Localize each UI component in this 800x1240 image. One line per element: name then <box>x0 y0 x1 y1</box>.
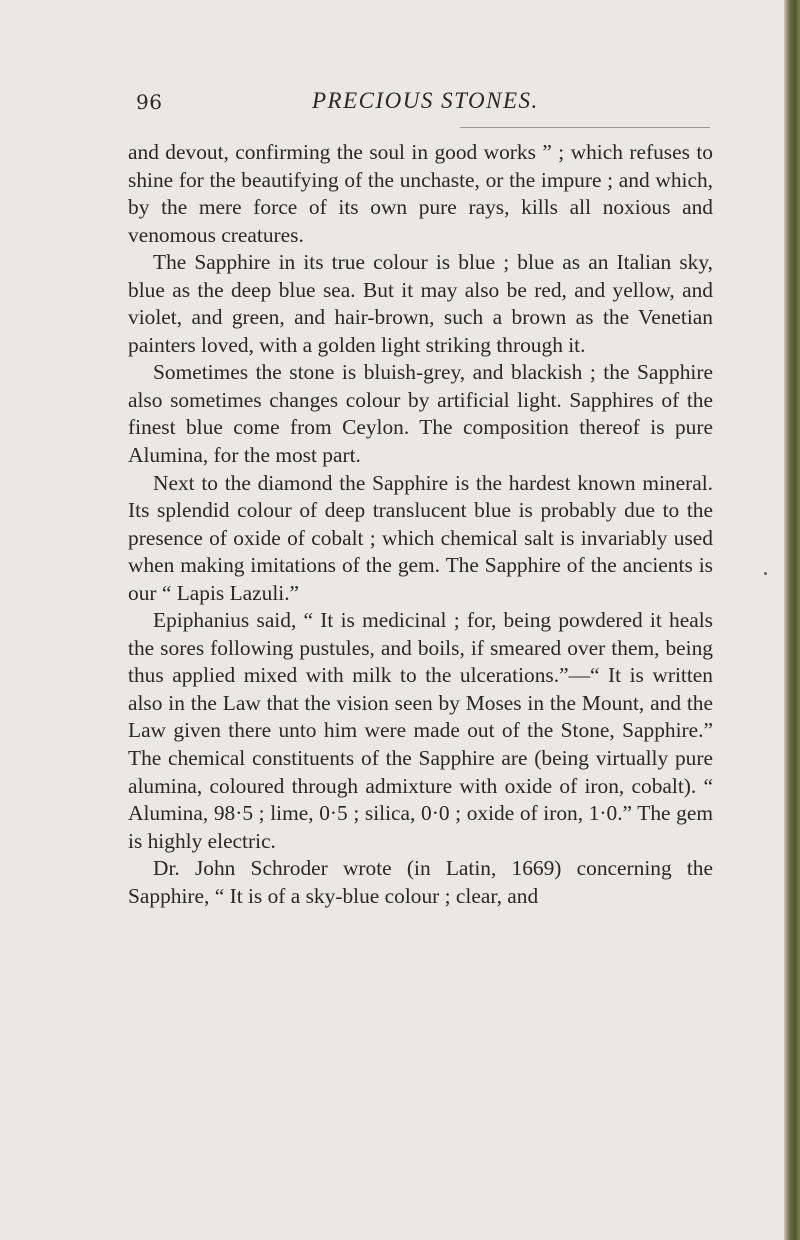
paragraph: Sometimes the stone is bluish-grey, and blackish ; the Sapphire also sometimes changes colour by artificial light. Sapphires of the finest blue come from Ceylon. The composition thereof is pure Alumina, for the most part. <box>128 360 713 468</box>
page-header <box>0 84 784 120</box>
paragraph: The Sapphire in its true colour is blue ; blue as an Italian sky, blue as the deep blue sea. But it may also be red, and yellow, and violet, and green, and hair-brown, such a brown as the Venetian painters loved, with a golden light striking through it. <box>128 250 713 357</box>
header-rule <box>460 127 710 128</box>
book-spine-edge <box>784 0 800 1240</box>
paragraph: and devout, confirming the soul in good works ” ; which refuses to shine for the beautifying of the unchaste, or the impure ; and which, by the mere force of its own pure rays, kills all noxious and venomous creatures. <box>128 140 713 247</box>
paragraph: Epiphanius said, “ It is medicinal ; for, being powdered it heals the sores following pustules, and boils, if smeared over them, being thus applied mixed with milk to the ulcerations.”—“ It is written also in the Law that the vision seen by Moses in the Mount, and the Law given there unto him were made out of the Stone, Sapphire.” The chemical constituents of the Sapphire are (being virtually pure alumina, coloured through admixture with oxide of iron, cobalt). “ Alumina, 98·5 ; lime, 0·5 ; silica, 0·0 ; oxide of iron, 1·0.” The gem is highly electric. <box>128 608 713 853</box>
paragraph: Next to the diamond the Sapphire is the hardest known mineral. Its splendid colour of deep translucent blue is probably due to the presence of oxide of cobalt ; which chemical salt is invariably used when making imitations of the gem. The Sapphire of the ancients is our “ Lapis Lazuli.” <box>128 470 713 605</box>
margin-mark <box>764 572 767 575</box>
running-head: PRECIOUS STONES. <box>312 88 539 113</box>
paragraph: Dr. John Schroder wrote (in Latin, 1669) concerning the Sapphire, “ It is of a sky-blue colour ; clear, and <box>128 856 713 908</box>
body-text <box>128 139 713 910</box>
page-number: 96 <box>136 90 163 114</box>
